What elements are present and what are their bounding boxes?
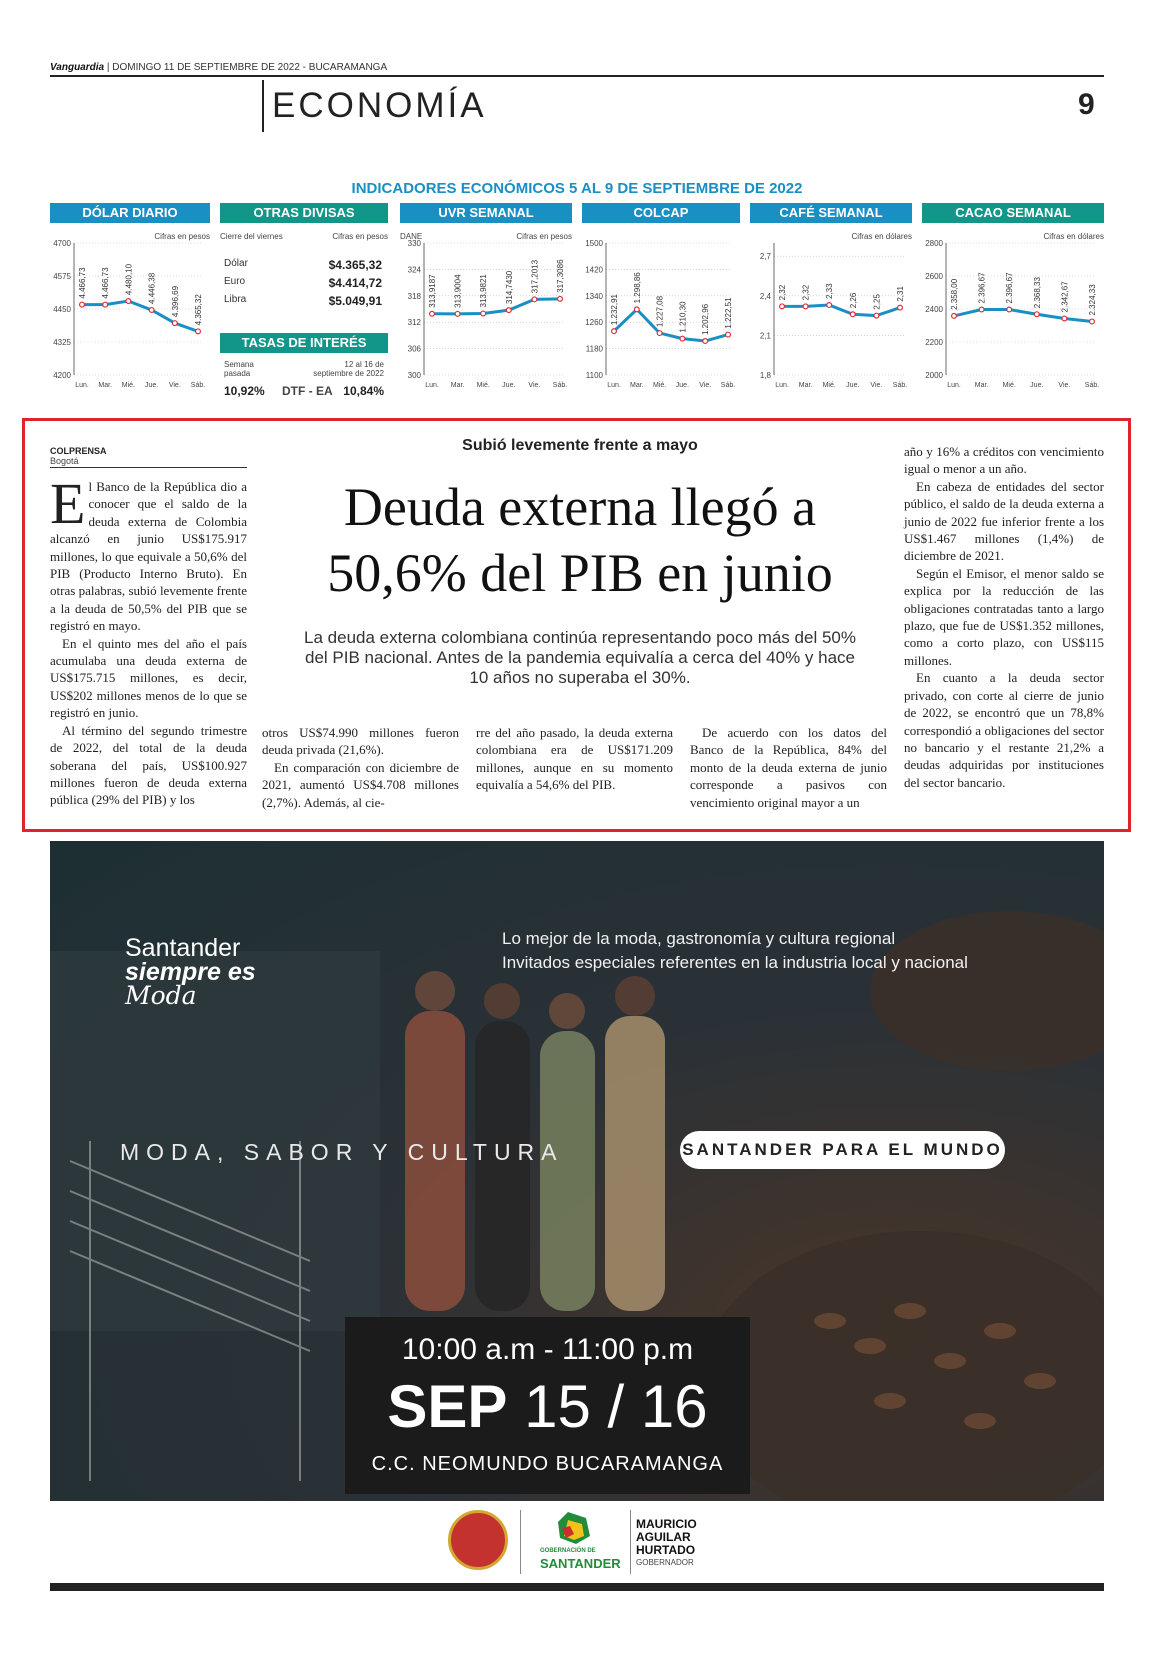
- cafe-chart: [750, 239, 912, 411]
- data-point: [850, 312, 855, 317]
- x-tick-label: Vie.: [528, 382, 541, 389]
- y-tick-label: 2600: [925, 272, 943, 281]
- y-tick-label: 2400: [925, 305, 943, 314]
- dolar-chart: [50, 239, 210, 411]
- x-tick-label: Mar.: [974, 382, 989, 389]
- tasa-right-caption: 12 al 16 de septiembre de 2022: [313, 360, 384, 378]
- tasa-dtf-label: DTF - EA: [282, 384, 333, 398]
- y-tick-label: 300: [407, 371, 421, 380]
- y-tick-label: 1180: [585, 344, 603, 354]
- y-tick-label: 1340: [585, 291, 603, 301]
- page-number: 9: [1078, 88, 1095, 121]
- x-tick-label: Mié.: [822, 382, 836, 389]
- data-label: 1.210,30: [678, 301, 688, 333]
- data-point: [657, 331, 662, 336]
- indicators-title: INDICADORES ECONÓMICOS 5 AL 9 DE SEPTIEMBRE DE 2022: [351, 180, 803, 197]
- data-label: 1.202,96: [701, 303, 711, 336]
- y-tick-label: 1100: [585, 371, 603, 380]
- data-label: 2,25: [872, 294, 882, 310]
- data-label: 2.368,33: [1032, 277, 1042, 309]
- governor-role: GOBERNADOR: [636, 1558, 694, 1567]
- data-point: [506, 308, 511, 313]
- series-line: [82, 301, 198, 331]
- x-tick-label: Jue.: [144, 382, 159, 389]
- data-label: 1.298,86: [632, 272, 642, 304]
- data-point: [726, 332, 731, 337]
- tasas-title: TASAS DE INTERÉS: [220, 333, 388, 353]
- data-label: 2.396,67: [977, 272, 987, 304]
- data-point: [898, 305, 903, 310]
- x-tick-label: Sáb.: [720, 382, 736, 389]
- logo-divider: [630, 1510, 631, 1574]
- series-line: [432, 299, 560, 314]
- data-label: 1.227,08: [655, 295, 665, 328]
- unit-label: Cifras en pesos: [154, 232, 210, 241]
- x-tick-label: Mié.: [476, 382, 490, 389]
- article-kicker: Subió levemente frente a mayo: [462, 437, 698, 454]
- brand-name: Vanguardia: [50, 62, 105, 73]
- ad-tagline-1: Lo mejor de la moda, gastronomía y cultura regional: [502, 929, 896, 948]
- data-label: 317,2013: [530, 259, 540, 294]
- panel-title: CACAO SEMANAL: [922, 203, 1104, 223]
- data-point: [703, 339, 708, 344]
- data-point: [196, 329, 201, 334]
- gob-label: GOBERNACIÓN DE: [540, 1548, 596, 1554]
- ad-logo: Santander siempre es Moda: [125, 934, 256, 1010]
- footer-rule: [50, 1583, 1104, 1591]
- ad-tagline-2: Invitados especiales referentes en la industria local y nacional: [502, 953, 968, 972]
- governor-name: MAURICIO AGUILAR HURTADO: [636, 1517, 697, 1557]
- section-title: ECONOMÍA: [272, 86, 487, 125]
- cacao-chart: [922, 239, 1104, 411]
- y-tick-label: 2,4: [759, 291, 771, 301]
- panel-title: COLCAP: [582, 203, 740, 223]
- data-label: 1.232,91: [610, 293, 619, 326]
- y-tick-label: 4450: [53, 305, 71, 314]
- x-tick-label: Mié.: [121, 382, 136, 389]
- data-point: [80, 302, 85, 307]
- data-point: [558, 296, 563, 301]
- currency-name: Dólar: [224, 258, 248, 269]
- x-tick-label: Vie.: [1058, 382, 1071, 389]
- edition-date: | DOMINGO 11 DE SEPTIEMBRE DE 2022 - BUCARAMANGA: [104, 62, 388, 73]
- panel-title: DÓLAR DIARIO: [50, 203, 210, 223]
- x-tick-label: Mar.: [98, 382, 113, 389]
- x-tick-label: Mar.: [798, 382, 813, 389]
- data-label: 2.396,67: [1005, 272, 1015, 304]
- colcap-chart: [582, 239, 740, 411]
- y-tick-label: 1,8: [759, 371, 771, 380]
- data-point: [827, 303, 832, 308]
- data-label: 2,32: [778, 284, 787, 301]
- data-point: [780, 304, 785, 309]
- gob-name: SANTANDER: [540, 1556, 621, 1571]
- currency-row: [224, 294, 382, 308]
- x-tick-label: Mié.: [652, 382, 667, 389]
- ad-santander-button: SANTANDER PARA EL MUNDO: [680, 1131, 1005, 1169]
- data-label: 2,32: [801, 284, 811, 301]
- y-tick-label: 4200: [53, 371, 71, 380]
- data-point: [1034, 312, 1039, 317]
- x-tick-label: Lun.: [75, 382, 89, 389]
- x-tick-label: Mar.: [450, 382, 465, 389]
- section-divider: [262, 80, 264, 132]
- x-tick-label: Lun.: [947, 382, 961, 389]
- data-point: [634, 307, 639, 312]
- data-point: [1007, 307, 1012, 312]
- x-tick-label: Vie.: [699, 382, 712, 389]
- ad-datebox: [345, 1317, 750, 1494]
- x-tick-label: Sáb.: [552, 382, 568, 389]
- series-line: [782, 305, 900, 316]
- tasa-left-value: 10,92%: [224, 384, 265, 398]
- y-tick-label: 4325: [53, 338, 71, 347]
- byline-city: Bogotá: [50, 456, 79, 466]
- y-tick-label: 2800: [925, 239, 943, 248]
- data-label: 2.358,00: [950, 278, 959, 310]
- data-point: [803, 304, 808, 309]
- data-label: 317,3086: [556, 259, 565, 293]
- y-tick-label: 306: [407, 344, 421, 354]
- logo-divider: [520, 1510, 521, 1574]
- santander-seal-logo: [448, 1510, 508, 1570]
- article-lead: La deuda externa colombiana continúa representando poco más del 50% del PIB nacional. Antes de la pandemia equivalía a cerca del 40% y hace 10 años no superaba el 30%.: [304, 628, 856, 687]
- byline: COLPRENSA: [50, 446, 107, 456]
- data-label: 2,31: [896, 286, 905, 302]
- currency-name: Libra: [224, 294, 247, 305]
- x-tick-label: Lun.: [607, 382, 621, 389]
- tasa-left-caption: Semana pasada: [224, 360, 254, 378]
- currency-value: $4.365,32: [328, 258, 382, 272]
- unit-label: Cifras en dólares: [1043, 232, 1104, 241]
- uvr-chart: [400, 239, 572, 411]
- currency-row: [224, 258, 382, 272]
- data-point: [430, 311, 435, 316]
- currency-value: $5.049,91: [328, 294, 382, 308]
- data-label: 1.222,51: [724, 297, 733, 329]
- article-column-1: El Banco de la República dio a conocer que el saldo de la deuda externa de Colombia alcanzó en junio US$175.917 millones, lo que equivale a 50,6% del PIB (Producto Interno Bruto). En otras palabras, subió levemente frente a la deuda de 50,5% del PIB que se registró en mayo. En el quinto mes del año el país acumulaba una deuda externa de US$175.715 millones, es decir, US$202 millones menos de lo que se registró en junio. Al término del segundo trimestre de 2022, del total de la deuda soberana del país, US$100.927 millones fueron de deuda externa pública (29% del PIB) y los: [50, 471, 247, 808]
- header-rule: [50, 75, 1104, 77]
- dropcap: E: [50, 471, 86, 536]
- x-tick-label: Jue.: [846, 382, 860, 389]
- data-label: 4.480,10: [124, 263, 134, 296]
- data-point: [532, 297, 537, 302]
- currency-value: $4.414,72: [328, 276, 382, 290]
- data-point: [172, 321, 177, 326]
- data-label: 4.396,69: [170, 285, 180, 318]
- panel-title: OTRAS DIVISAS: [220, 203, 388, 223]
- data-label: 2.342,67: [1060, 281, 1070, 313]
- data-label: 313,9004: [453, 274, 463, 308]
- x-tick-label: Mié.: [1002, 382, 1016, 389]
- panel-title: UVR SEMANAL: [400, 203, 572, 223]
- y-tick-label: 330: [407, 239, 421, 248]
- y-tick-label: 2,7: [759, 252, 771, 262]
- ad-place: C.C. NEOMUNDO BUCARAMANGA: [371, 1453, 724, 1475]
- data-label: 2.324,33: [1088, 284, 1097, 316]
- data-label: 313,9187: [428, 274, 437, 308]
- data-point: [1090, 319, 1095, 324]
- x-tick-label: Lun.: [425, 382, 439, 389]
- data-point: [874, 313, 879, 318]
- x-tick-label: Sáb.: [1084, 382, 1100, 389]
- data-point: [455, 311, 460, 316]
- currency-name: Euro: [224, 276, 246, 287]
- data-label: 4.365,32: [194, 294, 203, 326]
- panel-colcap: [582, 203, 740, 411]
- data-label: 314,7430: [504, 270, 514, 305]
- data-point: [126, 299, 131, 304]
- article-headline: Deuda externa llegó a 50,6% del PIB en junio: [327, 477, 833, 603]
- masthead: [50, 62, 387, 73]
- panel-dolar: [50, 203, 210, 411]
- gobernacion-emblem-icon: [538, 1508, 618, 1548]
- ad-date: SEP 15 / 16: [387, 1373, 708, 1440]
- series-line: [614, 309, 728, 341]
- y-tick-label: 1500: [585, 239, 603, 248]
- data-point: [481, 311, 486, 316]
- ad-time: 10:00 a.m - 11:00 p.m: [401, 1333, 694, 1366]
- data-label: 4.466,73: [78, 267, 87, 299]
- source-label: DANE: [400, 232, 423, 241]
- data-point: [979, 307, 984, 312]
- y-tick-label: 4575: [53, 272, 71, 281]
- x-tick-label: Vie.: [168, 382, 181, 389]
- data-point: [952, 314, 957, 319]
- y-tick-label: 2200: [925, 338, 943, 347]
- x-tick-label: Mar.: [629, 382, 644, 389]
- panel-title: CAFÉ SEMANAL: [750, 203, 912, 223]
- y-tick-label: 312: [407, 318, 421, 328]
- series-line: [954, 310, 1092, 322]
- data-label: 4.466,73: [101, 267, 111, 299]
- advertisement: [50, 841, 1104, 1501]
- data-point: [149, 308, 154, 313]
- y-tick-label: 318: [407, 291, 421, 301]
- y-tick-label: 1420: [585, 265, 603, 275]
- data-label: 2,33: [825, 283, 835, 300]
- data-label: 313,9821: [479, 274, 489, 308]
- data-point: [103, 302, 108, 307]
- data-point: [680, 336, 685, 341]
- unit-label: Cifras en pesos: [516, 232, 572, 241]
- ad-moda-sabor-cultura: MODA, SABOR Y CULTURA: [120, 1139, 564, 1165]
- data-label: 4.446,38: [147, 272, 157, 304]
- x-tick-label: Jue.: [675, 382, 690, 389]
- panel-cafe: [750, 203, 912, 411]
- byline-rule: [50, 467, 247, 468]
- unit-label: Cifras en dólares: [851, 232, 912, 241]
- x-tick-label: Jue.: [502, 382, 516, 389]
- x-tick-label: Sáb.: [892, 382, 908, 389]
- gobernacion-logo: [538, 1508, 621, 1574]
- article-column-2: otros US$74.990 millones fueron deuda privada (21,6%). En comparación con diciembre de 2021, aumentó US$4.708 millones (2,7%). Además, al cie-: [262, 725, 459, 810]
- panel-otras-divisas: [220, 203, 388, 411]
- tasa-right-value: 10,84%: [343, 384, 384, 398]
- caption-right: Cifras en pesos: [332, 232, 388, 241]
- currency-row: [224, 276, 382, 290]
- article-column-3: rre del año pasado, la deuda externa colombiana era de US$171.209 millones, aunque en su momento equivalía a 54,6% del PIB.: [476, 725, 673, 793]
- data-point: [1062, 316, 1067, 321]
- article-column-5: año y 16% a créditos con vencimiento igual o menor a un año. En cabeza de entidades del sector público, el saldo de la deuda externa a junio de 2022 fue inferior frente a los US$1.467 millones (1,4%) de diciembre de 2021. Según el Emisor, el menor saldo se explica por la reducción de las obligaciones contratadas tanto a largo plazo, que fue de US$1.352 millones, como a corto plazo, con US$115 millones. En cuanto a la deuda sector privado, con corte al cierre de junio de 2022, se encontró que un 78,8% correspondió a obligaciones del sector no bancario y el restante 21,2% a deudas adquiridas por instituciones del sector bancario.: [904, 444, 1104, 790]
- x-tick-label: Vie.: [870, 382, 883, 389]
- panel-cacao: [922, 203, 1104, 411]
- caption-left: Cierre del viernes: [220, 232, 283, 241]
- y-tick-label: 1260: [585, 318, 603, 328]
- y-tick-label: 4700: [53, 239, 71, 248]
- x-tick-label: Lun.: [775, 382, 789, 389]
- article-column-4: De acuerdo con los datos del Banco de la República, 84% del monto de la deuda externa de junio corresponde a pasivos con vencimiento original mayor a un: [690, 725, 887, 810]
- x-tick-label: Sáb.: [190, 382, 206, 389]
- y-tick-label: 2,1: [759, 331, 771, 341]
- panel-uvr: [400, 203, 572, 411]
- data-point: [612, 329, 617, 334]
- y-tick-label: 324: [407, 265, 421, 275]
- x-tick-label: Jue.: [1030, 382, 1044, 389]
- y-tick-label: 2000: [925, 371, 943, 380]
- data-label: 2,26: [848, 292, 858, 309]
